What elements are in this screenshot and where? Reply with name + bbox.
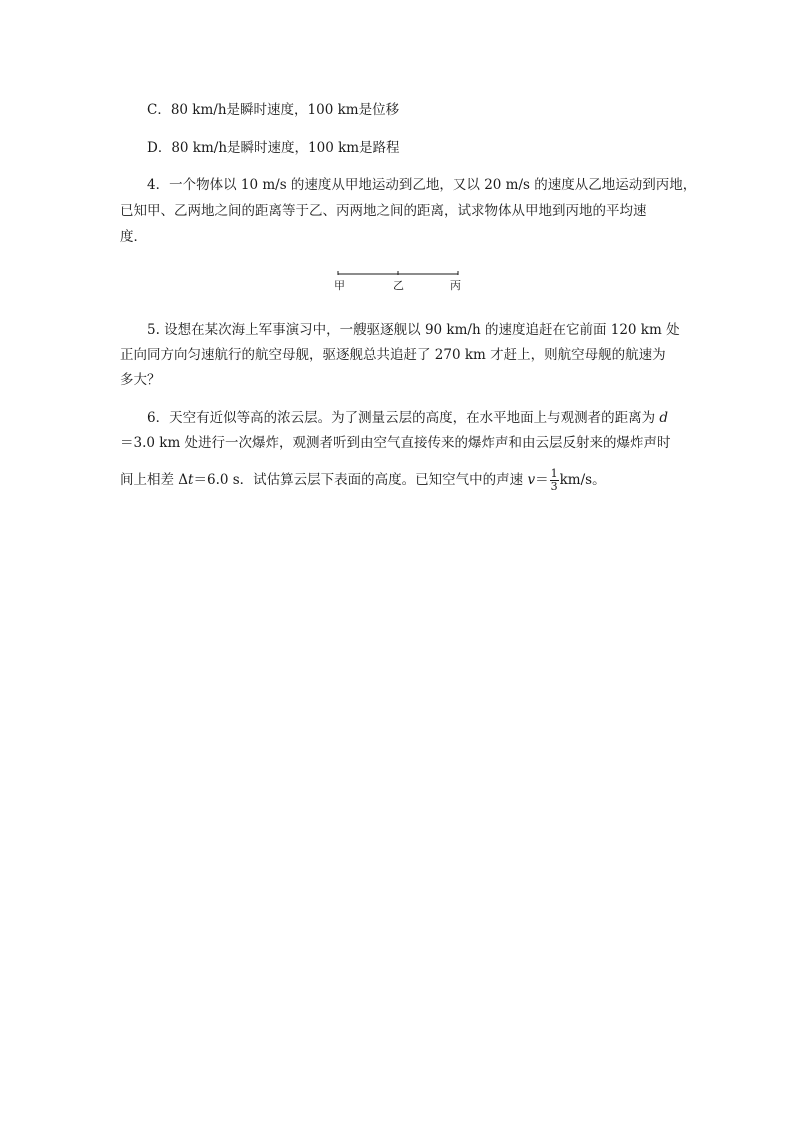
var-d: d [659,410,669,426]
fraction-numerator: 1 [550,467,558,480]
question-4-line-1: 4．一个物体以 10 m/s 的速度从甲地运动到乙地，又以 20 m/s 的速度从乙地运动到丙地， [147,177,697,193]
distance-diagram [330,268,470,298]
question-5-line-1: 5. 设想在某次海上军事演习中，一艘驱逐舰以 90 km/h 的速度追赶在它前面 120 km 处 [147,322,680,338]
fraction-one-third [550,468,559,493]
label-jia: 甲 [334,279,345,292]
option-c: C．80 km/h是瞬时速度，100 km是位移 [147,102,400,118]
question-6-line-2: ＝3.0 km 处进行一次爆炸，观测者听到由空气直接传来的爆炸声和由云层反射来的爆炸声时 [120,435,671,451]
q6-line1-text: 6．天空有近似等高的浓云层。为了测量云层的高度，在水平地面上与观测者的距离为 [147,410,660,426]
option-d: D．80 km/h是瞬时速度，100 km是路程 [147,140,400,156]
q6-equals: ＝ [535,472,549,488]
question-5-line-2: 正向同方向匀速航行的航空母舰，驱逐舰总共追赶了 270 km 才赶上，则航空母舰的航速为 [120,347,666,363]
q6-line3-b: ＝6.0 s．试估算云层下表面的高度。已知空气中的声速 [193,472,528,488]
q6-line3-a: 间上相差 Δ [120,472,189,488]
label-yi: 乙 [393,279,404,292]
question-6-line-1 [147,408,668,428]
fraction-denominator: 3 [550,480,558,493]
question-6-line-3 [120,468,606,493]
q6-unit: km/s。 [559,472,606,488]
label-bing: 丙 [450,279,461,292]
question-4-line-2: 已知甲、乙两地之间的距离等于乙、丙两地之间的距离，试求物体从甲地到丙地的平均速 [120,203,647,219]
var-t: t [188,472,194,488]
question-4-line-3: 度． [120,229,147,245]
question-5-line-3: 多大？ [120,372,161,388]
var-v: v [527,472,536,488]
